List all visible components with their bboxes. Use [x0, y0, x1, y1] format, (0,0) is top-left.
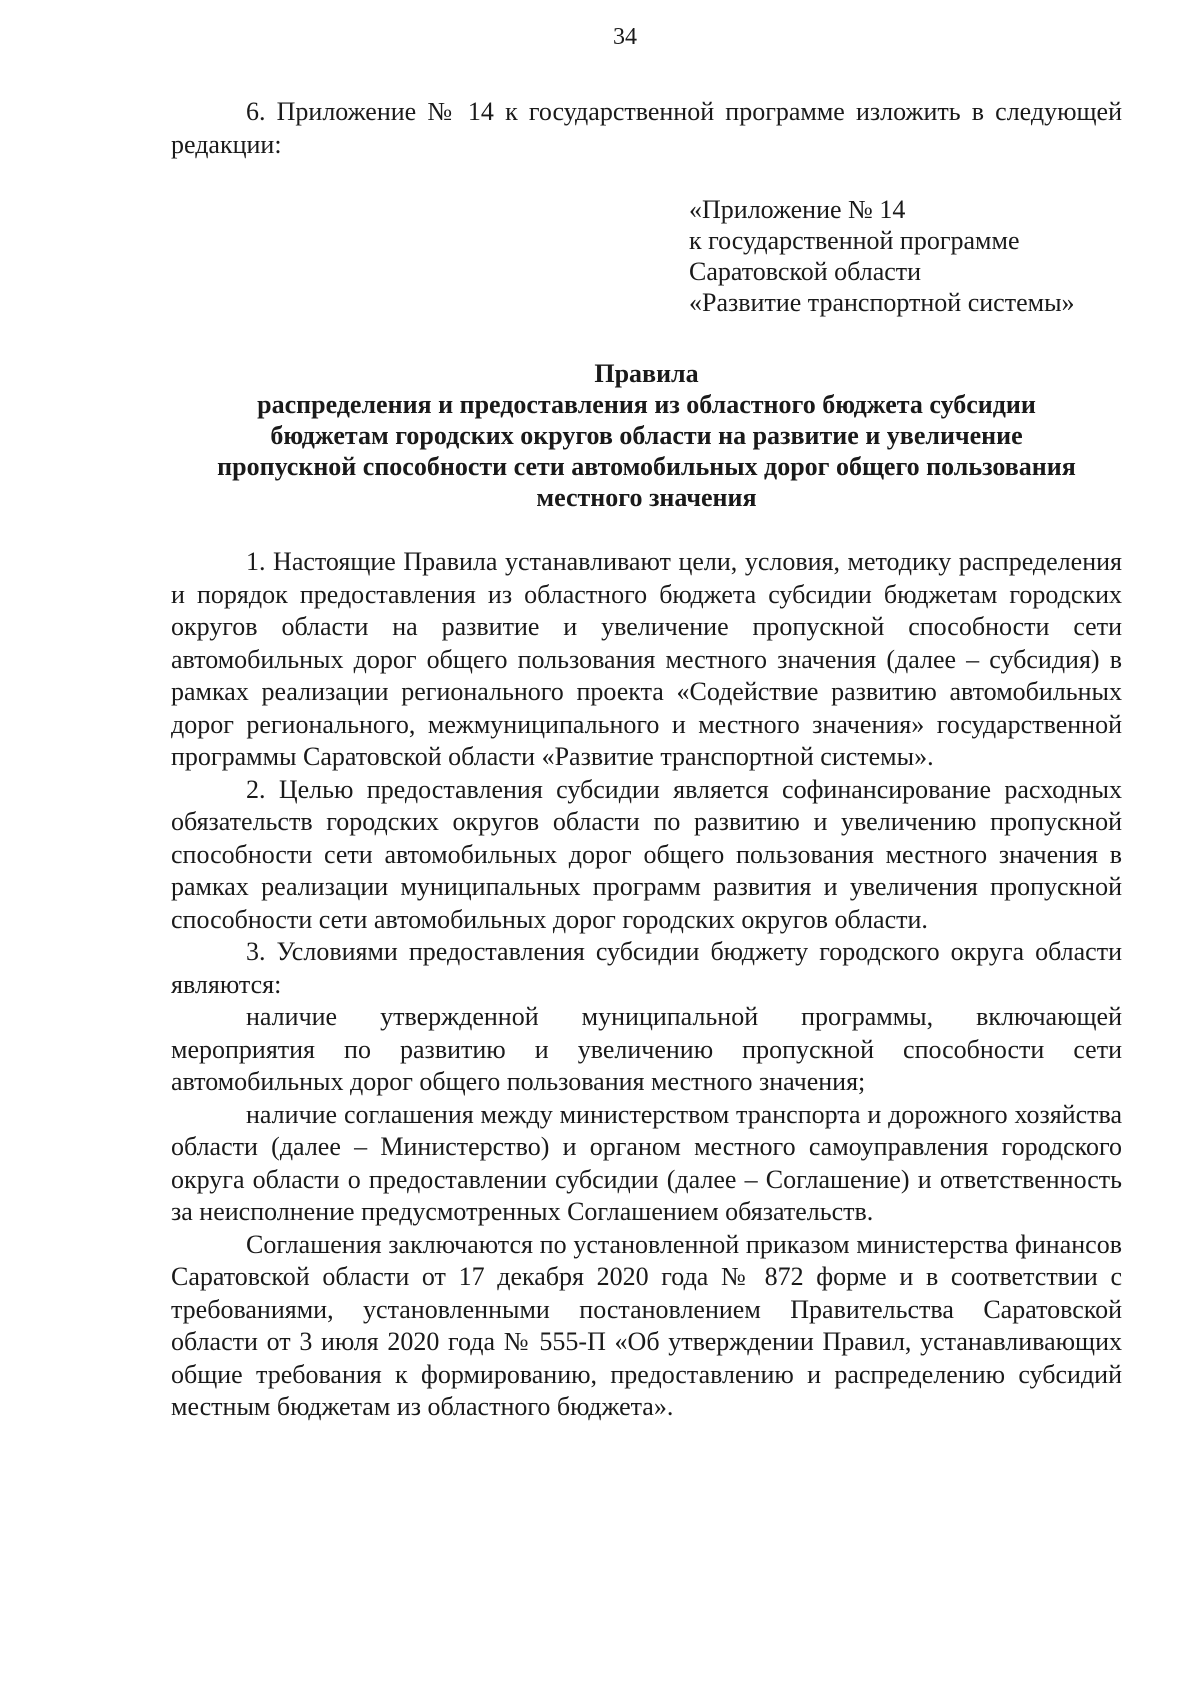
- paragraph-agreements: Соглашения заключаются по установленной приказом министерства финансов Саратовской области от 17 декабря 2020 года № 872 форме и в соответствии с требованиями, установленными постановлением Правительства Саратовской области от 3 июля 2020 года № 555-П «Об утверждении Правил, устанавливающих общие требования к формированию, предоставлению и распределению субсидий местным бюджетам из областного бюджета».: [171, 1229, 1122, 1421]
- intro-paragraph: [171, 96, 1122, 161]
- appendix-ref-line: к государственной программе: [689, 226, 1020, 255]
- rules-title-line: бюджетам городских округов области на развитие и увеличение: [270, 421, 1023, 450]
- rules-title-line: Правила: [594, 359, 699, 388]
- rules-title-line: местного значения: [536, 483, 757, 512]
- paragraph-condition-agreement: наличие соглашения между министерством транспорта и дорожного хозяйства области (далее – Министерство) и органом местного самоуправления городского округа области о предоставлении субсидии (далее – Соглашение) и ответственность за неисполнение предусмотренных Соглашением обязательств.: [171, 1099, 1122, 1226]
- rules-title-line: распределения и предоставления из областного бюджета субсидии: [257, 390, 1036, 419]
- appendix-ref-line: «Приложение № 14: [689, 195, 906, 224]
- appendix-reference: [689, 194, 1075, 318]
- paragraph-3: 3. Условиями предоставления субсидии бюджету городского округа области являются:: [171, 937, 1122, 999]
- rules-title: [171, 358, 1122, 513]
- appendix-ref-line: Саратовской области: [689, 257, 922, 286]
- paragraph-condition-program: наличие утвержденной муниципальной программы, включающей мероприятия по развитию и увеличению пропускной способности сети автомобильных дорог общего пользования местного значения;: [171, 1002, 1122, 1096]
- rules-title-line: пропускной способности сети автомобильных дорог общего пользования: [217, 452, 1076, 481]
- paragraph-1: 1. Настоящие Правила устанавливают цели, условия, методику распределения и порядок предоставления из областного бюджета субсидии бюджетам городских округов области на развитие и увеличение пропускной способности сети автомобильных дорог общего пользования местного значения (далее – субсидия) в рамках реализации регионального проекта «Содействие развитию автомобильных дорог регионального, межмуниципального и местного значения» государственной программы Саратовской области «Развитие транспортной системы».: [171, 547, 1122, 771]
- rules-body: [171, 546, 1122, 1424]
- appendix-ref-line: «Развитие транспортной системы»: [689, 288, 1075, 317]
- intro-text: 6. Приложение № 14 к государственной программе изложить в следующей редакции:: [171, 97, 1122, 159]
- paragraph-2: 2. Целью предоставления субсидии является софинансирование расходных обязательств городских округов области по развитию и увеличению пропускной способности сети автомобильных дорог общего пользования местного значения в рамках реализации муниципальных программ развития и увеличения пропускной способности сети автомобильных дорог городских округов области.: [171, 774, 1122, 934]
- page-number: 34: [613, 24, 637, 50]
